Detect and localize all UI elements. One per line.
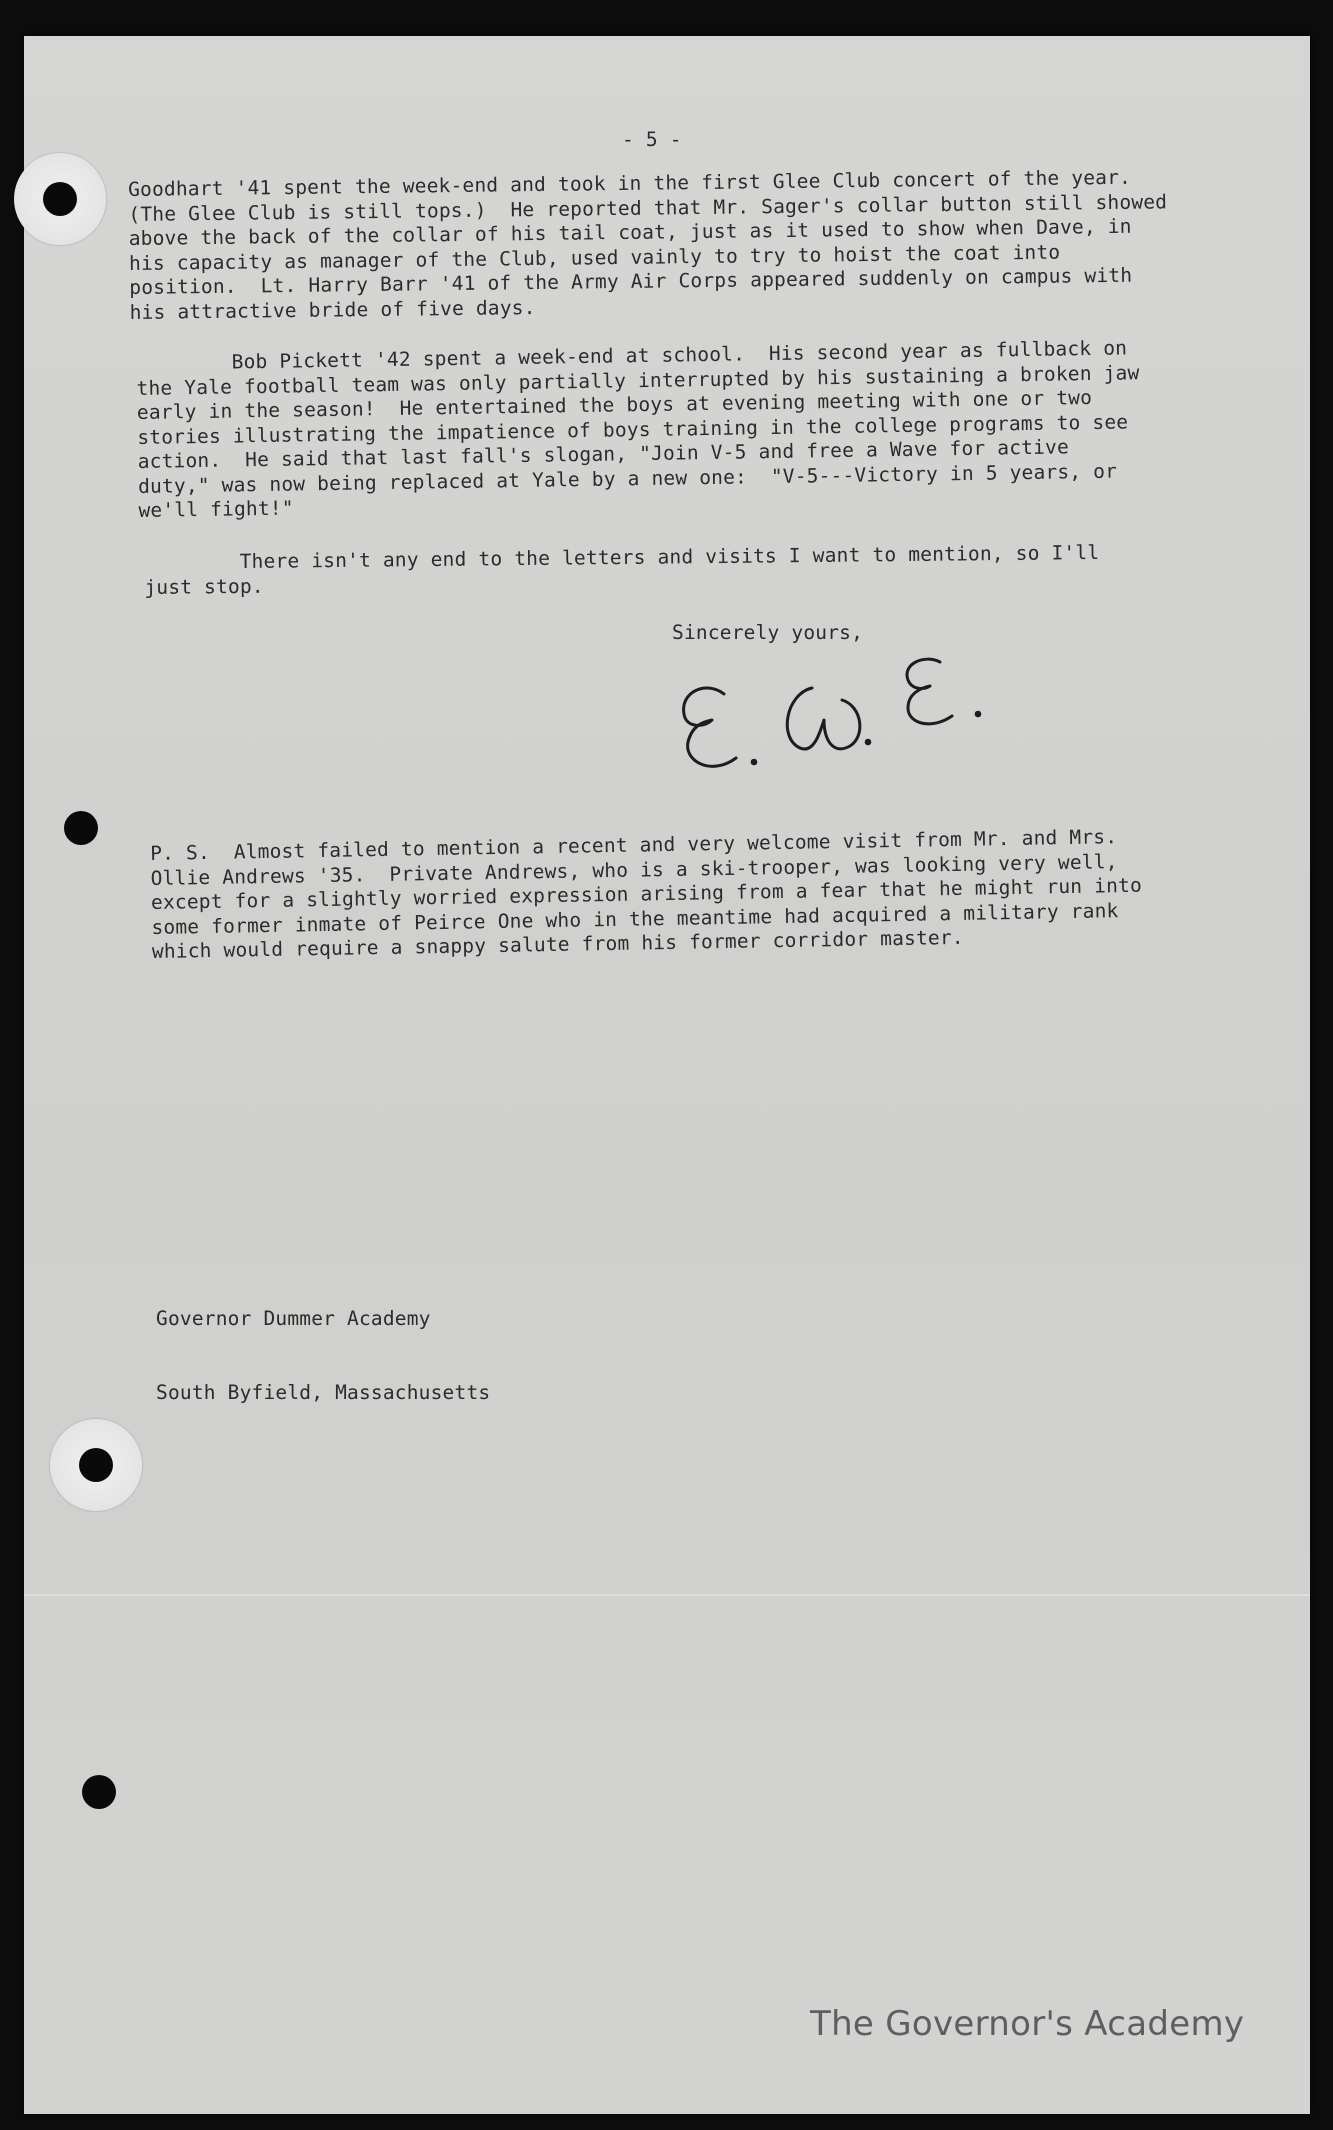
punch-hole bbox=[64, 811, 98, 845]
handwritten-signature bbox=[662, 650, 1022, 780]
postscript: P. S. Almost failed to mention a recent and very welcome visit from Mr. and Mrs. Ollie Andrews '35. Private Andrews, who is a ski-trooper, was looking very well, except for a slightly worried expression arising from a fear that he might run into some former inmate of Peirce One who in the meantime had acquired a military rank which would require a snappy salute from his former corridor master. bbox=[150, 824, 1155, 963]
sender-address bbox=[156, 1258, 656, 1430]
address-line: Governor Dummer Academy bbox=[156, 1307, 431, 1330]
closing-salutation: Sincerely yours, bbox=[672, 621, 864, 644]
archive-watermark: The Governor's Academy bbox=[810, 2004, 1245, 2044]
punch-hole bbox=[79, 1448, 113, 1482]
letter-paragraph: Bob Pickett '42 spent a week-end at school. His second year as fullback on the Yale football team was only partially interrupted by his sustaining a broken jaw early in the season! He entertained the boys at evening meeting with one or two stories illustrating the impatience of boys training in the college programs to see action. He said that last fall's slogan, "Join V-5 and free a Wave for active duty," was now being replaced at Yale by a new one: "V-5---Victory in 5 years, or we'll fight!" bbox=[136, 336, 1152, 522]
page-number: - 5 - bbox=[622, 128, 682, 151]
punch-hole bbox=[82, 1775, 116, 1809]
letter-paragraph: Goodhart '41 spent the week-end and took in the first Glee Club concert of the year. (The Glee Club is still tops.) He reported that Mr. Sager's collar button still showed above the back of the collar of his tail coat, just as it used to show when Dave, in his capacity as manager of the Club, used vainly to try to hoist the coat into position. Lt. Harry Barr '41 of the Army Air Corps appeared suddenly on campus with his attractive bride of five days. bbox=[128, 165, 1180, 324]
address-line: South Byfield, Massachusetts bbox=[156, 1380, 491, 1404]
paper-fold-line bbox=[24, 1594, 1310, 1596]
letter-paragraph: There isn't any end to the letters and visits I want to mention, so I'll just stop. bbox=[144, 540, 1112, 599]
punch-hole bbox=[43, 182, 77, 216]
